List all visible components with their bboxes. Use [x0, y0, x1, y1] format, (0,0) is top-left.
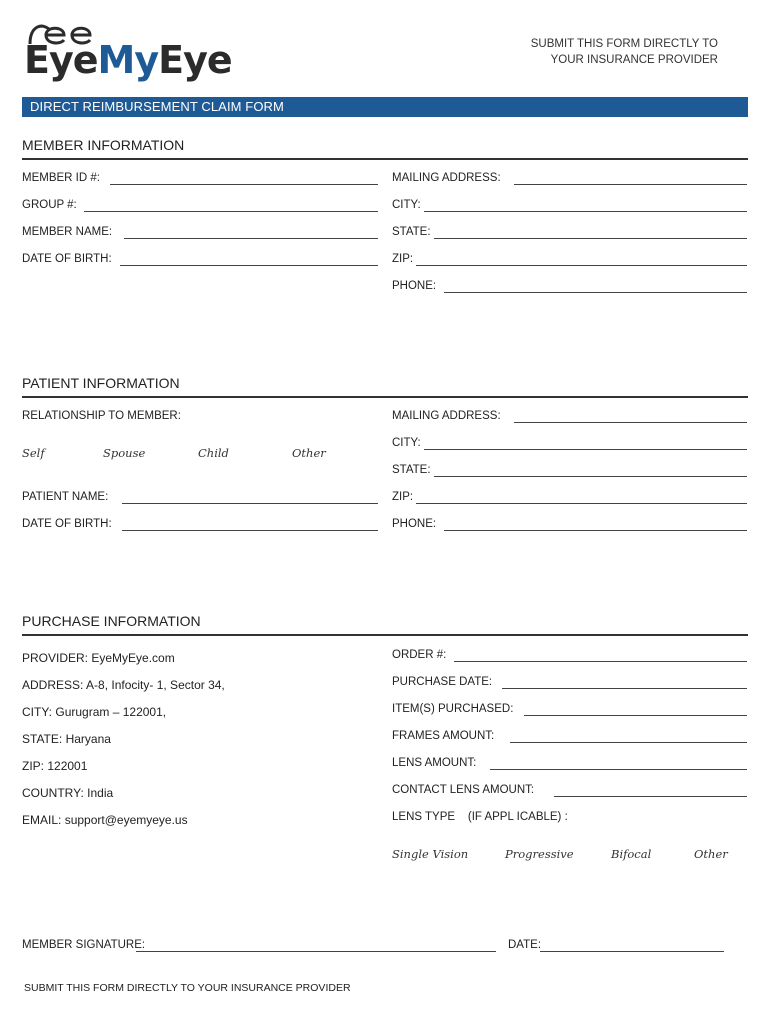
member-signature-field[interactable] [136, 951, 496, 952]
patient-mailing-label: MAILING ADDRESS: [392, 410, 501, 422]
member-zip-field[interactable] [416, 265, 747, 266]
lens-amount-label: LENS AMOUNT: [392, 757, 477, 769]
patient-city-field[interactable] [424, 449, 747, 450]
email-row: EMAIL: support@eyemyeye.us [22, 813, 188, 827]
purchase-date-label: PURCHASE DATE: [392, 676, 493, 688]
address-row: ADDRESS: A-8, Infocity- 1, Sector 34, [22, 678, 225, 692]
relationship-label: RELATIONSHIP TO MEMBER: [22, 410, 181, 422]
member-zip-label: ZIP: [392, 253, 414, 265]
purchase-zip-row: ZIP: 122001 [22, 759, 88, 773]
member-signature-label: MEMBER SIGNATURE: [22, 939, 146, 951]
patient-dob-label: DATE OF BIRTH: [22, 518, 112, 530]
purchase-city-value: Gurugram – 122001, [55, 705, 167, 719]
group-label: GROUP #: [22, 199, 77, 211]
contact-lens-amount-label: CONTACT LENS AMOUNT: [392, 784, 535, 796]
relationship-option-spouse[interactable]: Spouse [103, 446, 146, 460]
footer-submit-note: SUBMIT THIS FORM DIRECTLY TO YOUR INSURANCE PROVIDER [24, 982, 351, 994]
lens-amount-field[interactable] [490, 769, 747, 770]
brand-logo: EyeMyEye [24, 38, 232, 82]
country-row: COUNTRY: India [22, 786, 114, 800]
order-field[interactable] [454, 661, 747, 662]
lens-option-other[interactable]: Other [694, 847, 728, 861]
patient-phone-field[interactable] [444, 530, 747, 531]
lens-option-bifocal[interactable]: Bifocal [611, 847, 652, 861]
relationship-option-other[interactable]: Other [292, 446, 326, 460]
patient-phone-label: PHONE: [392, 518, 437, 530]
submit-note: SUBMIT THIS FORM DIRECTLY TO YOUR INSURANCE PROVIDER [530, 38, 718, 66]
member-section-title: MEMBER INFORMATION [22, 137, 185, 153]
purchase-section-divider [22, 634, 748, 636]
provider-row: PROVIDER: EyeMyEye.com [22, 651, 175, 665]
member-state-field[interactable] [434, 238, 747, 239]
patient-name-field[interactable] [122, 503, 378, 504]
contact-lens-amount-field[interactable] [554, 796, 747, 797]
frames-amount-label: FRAMES AMOUNT: [392, 730, 495, 742]
patient-section-divider [22, 396, 748, 398]
member-mailing-label: MAILING ADDRESS: [392, 172, 501, 184]
patient-city-label: CITY: [392, 437, 421, 449]
patient-zip-field[interactable] [416, 503, 747, 504]
member-state-label: STATE: [392, 226, 431, 238]
lens-option-single-vision[interactable]: Single Vision [392, 847, 469, 861]
purchase-city-row: CITY: Gurugram – 122001, [22, 705, 167, 719]
member-name-field[interactable] [124, 238, 378, 239]
patient-state-field[interactable] [434, 476, 747, 477]
member-phone-field[interactable] [444, 292, 747, 293]
lens-type-note: (IF APPL ICABLE) : [467, 811, 568, 823]
group-field[interactable] [84, 211, 378, 212]
items-purchased-field[interactable] [524, 715, 747, 716]
purchase-date-field[interactable] [502, 688, 747, 689]
form-title-banner: DIRECT REIMBURSEMENT CLAIM FORM [22, 97, 748, 117]
member-id-label: MEMBER ID #: [22, 172, 100, 184]
member-dob-label: DATE OF BIRTH: [22, 253, 112, 265]
lens-option-progressive[interactable]: Progressive [505, 847, 574, 861]
purchase-section-title: PURCHASE INFORMATION [22, 613, 201, 629]
purchase-state-value: Haryana [65, 732, 111, 746]
signature-date-label: DATE: [508, 939, 542, 951]
lens-type-label: LENS TYPE (IF APPL ICABLE) : [392, 811, 568, 823]
member-phone-label: PHONE: [392, 280, 437, 292]
items-purchased-label: ITEM(S) PURCHASED: [392, 703, 514, 715]
patient-section-title: PATIENT INFORMATION [22, 375, 180, 391]
address-value: A-8, Infocity- 1, Sector 34, [86, 678, 225, 692]
signature-date-field[interactable] [540, 951, 724, 952]
member-id-field[interactable] [110, 184, 378, 185]
member-city-label: CITY: [392, 199, 421, 211]
member-city-field[interactable] [424, 211, 747, 212]
patient-dob-field[interactable] [122, 530, 378, 531]
patient-mailing-field[interactable] [514, 422, 747, 423]
member-name-label: MEMBER NAME: [22, 226, 113, 238]
member-section-divider [22, 158, 748, 160]
purchase-zip-value: 122001 [47, 759, 88, 773]
patient-state-label: STATE: [392, 464, 431, 476]
country-value: India [87, 786, 114, 800]
patient-name-label: PATIENT NAME: [22, 491, 109, 503]
frames-amount-field[interactable] [510, 742, 747, 743]
relationship-option-child[interactable]: Child [198, 446, 229, 460]
member-dob-field[interactable] [120, 265, 378, 266]
purchase-state-row: STATE: Haryana [22, 732, 111, 746]
order-label: ORDER #: [392, 649, 447, 661]
provider-value: EyeMyEye.com [91, 651, 175, 665]
email-value: support@eyemyeye.us [64, 813, 188, 827]
relationship-option-self[interactable]: Self [22, 446, 45, 460]
patient-zip-label: ZIP: [392, 491, 414, 503]
member-mailing-field[interactable] [514, 184, 747, 185]
